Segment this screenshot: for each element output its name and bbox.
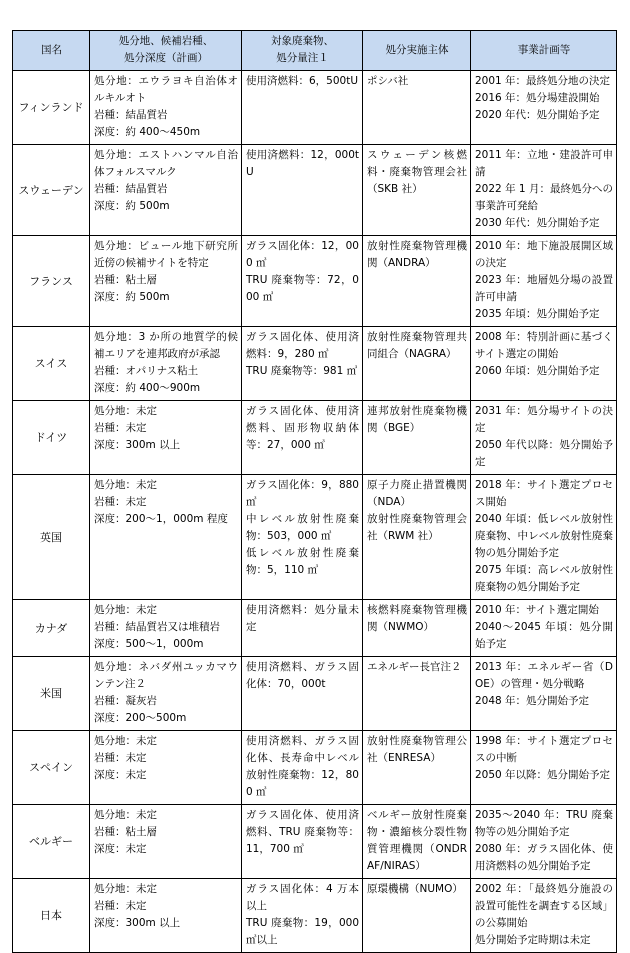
waste-cell: ガラス固化体、使用済燃料：9，280 ㎥ TRU 廃棄物等：981 ㎥ <box>242 327 363 401</box>
waste-cell: 使用済燃料、ガラス固化体、長寿命中レベル放射性廃棄物：12，800 ㎥ <box>242 731 363 805</box>
header-country: 国名 <box>13 31 90 71</box>
site-cell: 処分地：未定 岩種：未定 深度：未定 <box>90 731 242 805</box>
waste-cell: ガラス固化体：9，880 ㎥ 中レベル放射性廃棄物：503，000 ㎥ 低レベル放射性廃棄物：5，110 ㎥ <box>242 475 363 600</box>
table-header-row <box>13 31 617 71</box>
waste-cell: 使用済燃料、ガラス固化体：70，000t <box>242 657 363 731</box>
waste-cell: ガラス固化体、使用済燃料、TRU 廃棄物等：11，700 ㎥ <box>242 805 363 879</box>
agency-cell: ベルギー放射性廃棄物・濃縮核分裂性物質管理機関（ONDRAF/NIRAS） <box>363 805 471 879</box>
table-row <box>13 401 617 475</box>
plan-cell: 2013 年：エネルギー省（DOE）の管理・処分戦略 2048 年：処分開始予定 <box>471 657 617 731</box>
waste-cell: 使用済燃料：6，500tU <box>242 71 363 145</box>
plan-cell: 2031 年：処分場サイトの決定 2050 年代以降：処分開始予定 <box>471 401 617 475</box>
plan-cell: 2001 年：最終処分地の決定 2016 年：処分場建設開始 2020 年代：処分開始予定 <box>471 71 617 145</box>
agency-cell: 原子力廃止措置機関（NDA） 放射性廃棄物管理会社（RWM 社） <box>363 475 471 600</box>
plan-cell: 2002 年：「最終処分施設の設置可能性を調査する区域」の公募開始 処分開始予定時期は未定 <box>471 879 617 953</box>
table-row <box>13 475 617 600</box>
agency-cell: エネルギー長官注２ <box>363 657 471 731</box>
plan-cell: 2010 年：地下施設展開区域の決定 2023 年：地層処分場の設置許可申請 2035 年頃：処分開始予定 <box>471 236 617 327</box>
plan-cell: 1998 年：サイト選定プロセスの中断 2050 年以降：処分開始予定 <box>471 731 617 805</box>
waste-cell: 使用済燃料：12，000tU <box>242 145 363 236</box>
table-row <box>13 879 617 953</box>
site-cell: 処分地：エウラヨキ自治体オルキルオト 岩種：結晶質岩 深度：約 400～450m <box>90 71 242 145</box>
waste-cell: ガラス固化体、使用済燃料、固形物収納体等：27，000 ㎥ <box>242 401 363 475</box>
site-cell: 処分地：3 か所の地質学的候補エリアを連邦政府が承認 岩種：オパリナス粘土 深度：約 400～900m <box>90 327 242 401</box>
table-row <box>13 71 617 145</box>
waste-cell: ガラス固化体：4 万本以上 TRU 廃棄物：19，000 ㎥以上 <box>242 879 363 953</box>
country-cell: 英国 <box>13 475 90 600</box>
site-cell: 処分地：未定 岩種：未定 深度：300m 以上 <box>90 401 242 475</box>
header-plan: 事業計画等 <box>471 31 617 71</box>
header-waste: 対象廃棄物、 処分量注１ <box>242 31 363 71</box>
site-cell: 処分地：未定 岩種：未定 深度：300m 以上 <box>90 879 242 953</box>
country-cell: カナダ <box>13 600 90 657</box>
country-cell: ドイツ <box>13 401 90 475</box>
plan-cell: 2010 年：サイト選定開始 2040～2045 年頃：処分開始予定 <box>471 600 617 657</box>
site-cell: 処分地：エストハンマル自治体フォルスマルク 岩種：結晶質岩 深度：約 500m <box>90 145 242 236</box>
plan-cell: 2018 年：サイト選定プロセス開始 2040 年頃：低レベル放射性廃棄物、中レベル放射性廃棄物の処分開始予定 2075 年頃：高レベル放射性廃棄物の処分開始予定 <box>471 475 617 600</box>
agency-cell: 放射性廃棄物管理公社（ENRESA） <box>363 731 471 805</box>
country-cell: ベルギー <box>13 805 90 879</box>
table-row <box>13 327 617 401</box>
agency-cell: 核燃料廃棄物管理機関（NWMO） <box>363 600 471 657</box>
country-cell: スウェーデン <box>13 145 90 236</box>
country-cell: 日本 <box>13 879 90 953</box>
country-cell: 米国 <box>13 657 90 731</box>
table-row <box>13 805 617 879</box>
site-cell: 処分地：未定 岩種：未定 深度：200～1，000m 程度 <box>90 475 242 600</box>
country-cell: スペイン <box>13 731 90 805</box>
site-cell: 処分地：ネバダ州ユッカマウンテン注２ 岩種：凝灰岩 深度：200～500m <box>90 657 242 731</box>
disposal-plan-table <box>12 30 617 953</box>
table-body <box>13 71 617 953</box>
agency-cell: 連邦放射性廃棄物機関（BGE） <box>363 401 471 475</box>
table-row <box>13 657 617 731</box>
header-agency: 処分実施主体 <box>363 31 471 71</box>
site-cell: 処分地：ビュール地下研究所近傍の候補サイトを特定 岩種：粘土層 深度：約 500m <box>90 236 242 327</box>
site-cell: 処分地：未定 岩種：結晶質岩又は堆積岩 深度：500～1，000m <box>90 600 242 657</box>
agency-cell: 放射性廃棄物管理共同組合（NAGRA） <box>363 327 471 401</box>
country-cell: フランス <box>13 236 90 327</box>
site-cell: 処分地：未定 岩種：粘土層 深度：未定 <box>90 805 242 879</box>
plan-cell: 2011 年：立地・建設許可申請 2022 年 1 月：最終処分への事業許可発給 2030 年代：処分開始予定 <box>471 145 617 236</box>
waste-cell: 使用済燃料：処分量未定 <box>242 600 363 657</box>
agency-cell: ポシバ社 <box>363 71 471 145</box>
table-row <box>13 236 617 327</box>
agency-cell: スウェーデン核燃料・廃棄物管理会社（SKB 社） <box>363 145 471 236</box>
agency-cell: 原環機構（NUMO） <box>363 879 471 953</box>
plan-cell: 2008 年：特別計画に基づくサイト選定の開始 2060 年頃：処分開始予定 <box>471 327 617 401</box>
country-cell: フィンランド <box>13 71 90 145</box>
agency-cell: 放射性廃棄物管理機関（ANDRA） <box>363 236 471 327</box>
table-row <box>13 731 617 805</box>
header-site: 処分地、候補岩種、 処分深度（計画） <box>90 31 242 71</box>
table-row <box>13 600 617 657</box>
waste-cell: ガラス固化体：12，000 ㎥ TRU 廃棄物等：72，000 ㎥ <box>242 236 363 327</box>
plan-cell: 2035～2040 年：TRU 廃棄物等の処分開始予定 2080 年：ガラス固化体、使用済燃料の処分開始予定 <box>471 805 617 879</box>
country-cell: スイス <box>13 327 90 401</box>
table-row <box>13 145 617 236</box>
